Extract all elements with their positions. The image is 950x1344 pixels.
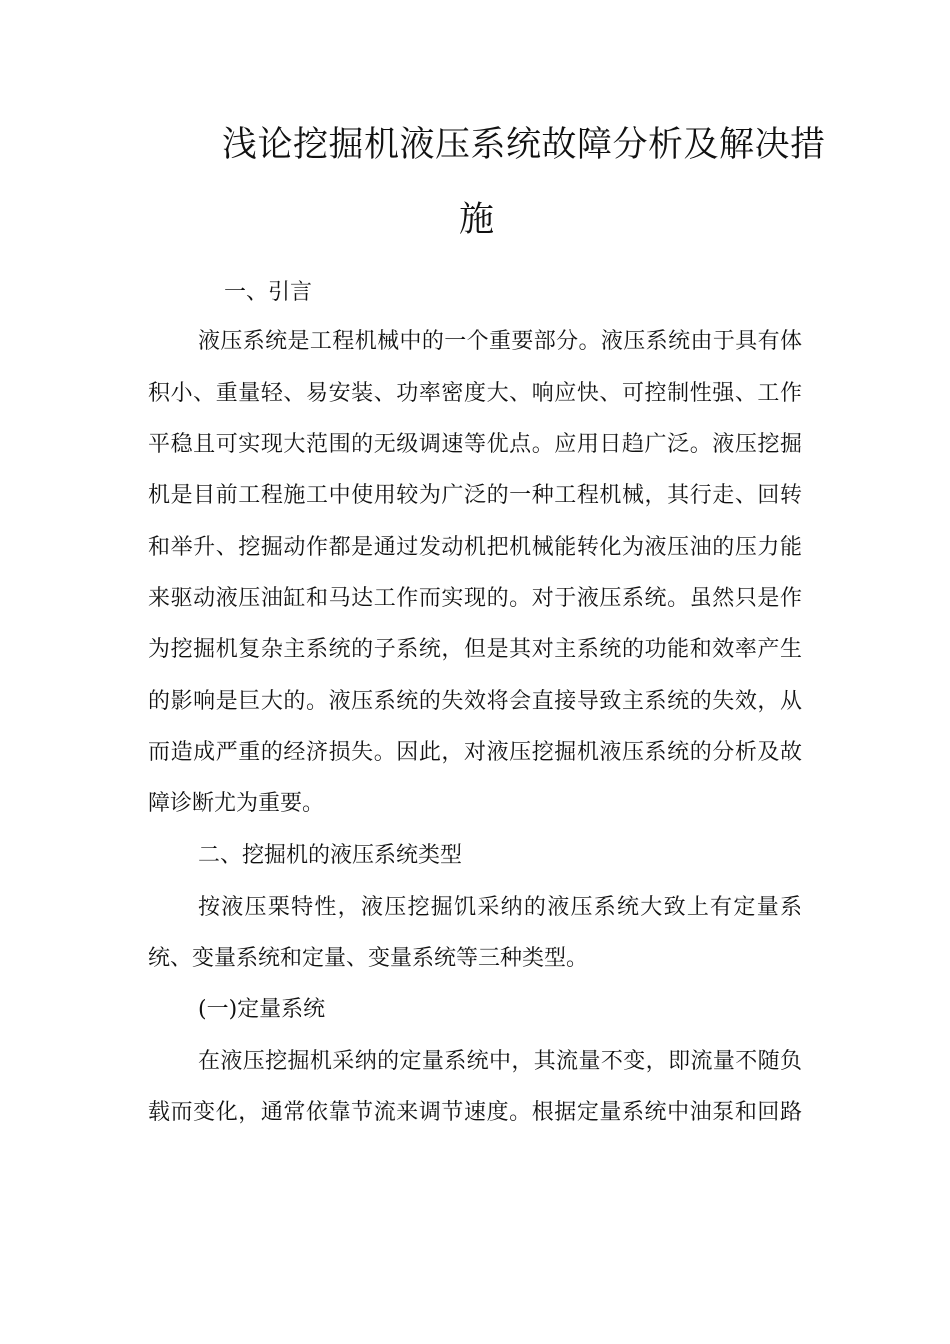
section-heading-hydraulic-types: 二、挖掘机的液压系统类型 [198, 843, 463, 868]
paragraph-line: 的影响是巨大的。液压系统的失效将会直接导致主系统的失效，从 [148, 689, 802, 714]
paragraph-line: 统、变量系统和定量、变量系统等三种类型。 [148, 946, 589, 971]
paragraph-line: 障诊断尤为重要。 [148, 791, 325, 816]
paragraph-line: 来驱动液压油缸和马达工作而实现的。对于液压系统。虽然只是作 [148, 586, 802, 611]
paragraph-line: 在液压挖掘机采纳的定量系统中，其流量不变，即流量不随负 [198, 1049, 802, 1074]
paragraph-line: 和举升、挖掘动作都是通过发动机把机械能转化为液压油的压力能 [148, 535, 802, 560]
paragraph-line: 机是目前工程施工中使用较为广泛的一种工程机械，其行走、回转 [148, 483, 802, 508]
paragraph-line: 积小、重量轻、易安装、功率密度大、响应快、可控制性强、工作 [148, 381, 802, 406]
paragraph-line: 液压系统是工程机械中的一个重要部分。液压系统由于具有体 [198, 329, 802, 354]
paragraph-line: 按液压栗特性，液压挖掘饥采纳的液压系统大致上有定量系 [198, 895, 802, 920]
section-heading-introduction: 一、引言 [224, 280, 313, 305]
subsection-heading-fixed-system: (一)定量系统 [198, 997, 326, 1022]
paragraph-line: 载而变化，通常依靠节流来调节速度。根据定量系统中油泵和回路 [148, 1100, 802, 1125]
paragraph-line: 平稳且可实现大范围的无级调速等优点。应用日趋广泛。液压挖掘 [148, 432, 802, 457]
paragraph-line: 为挖掘机复杂主系统的子系统，但是其对主系统的功能和效率产生 [148, 637, 802, 662]
paragraph-line: 而造成严重的经济损失。因此，对液压挖掘机液压系统的分析及故 [148, 740, 802, 765]
document-title-line-1: 浅论挖掘机液压系统故障分析及解决措 [222, 125, 826, 165]
document-title-line-2: 施 [459, 200, 495, 240]
